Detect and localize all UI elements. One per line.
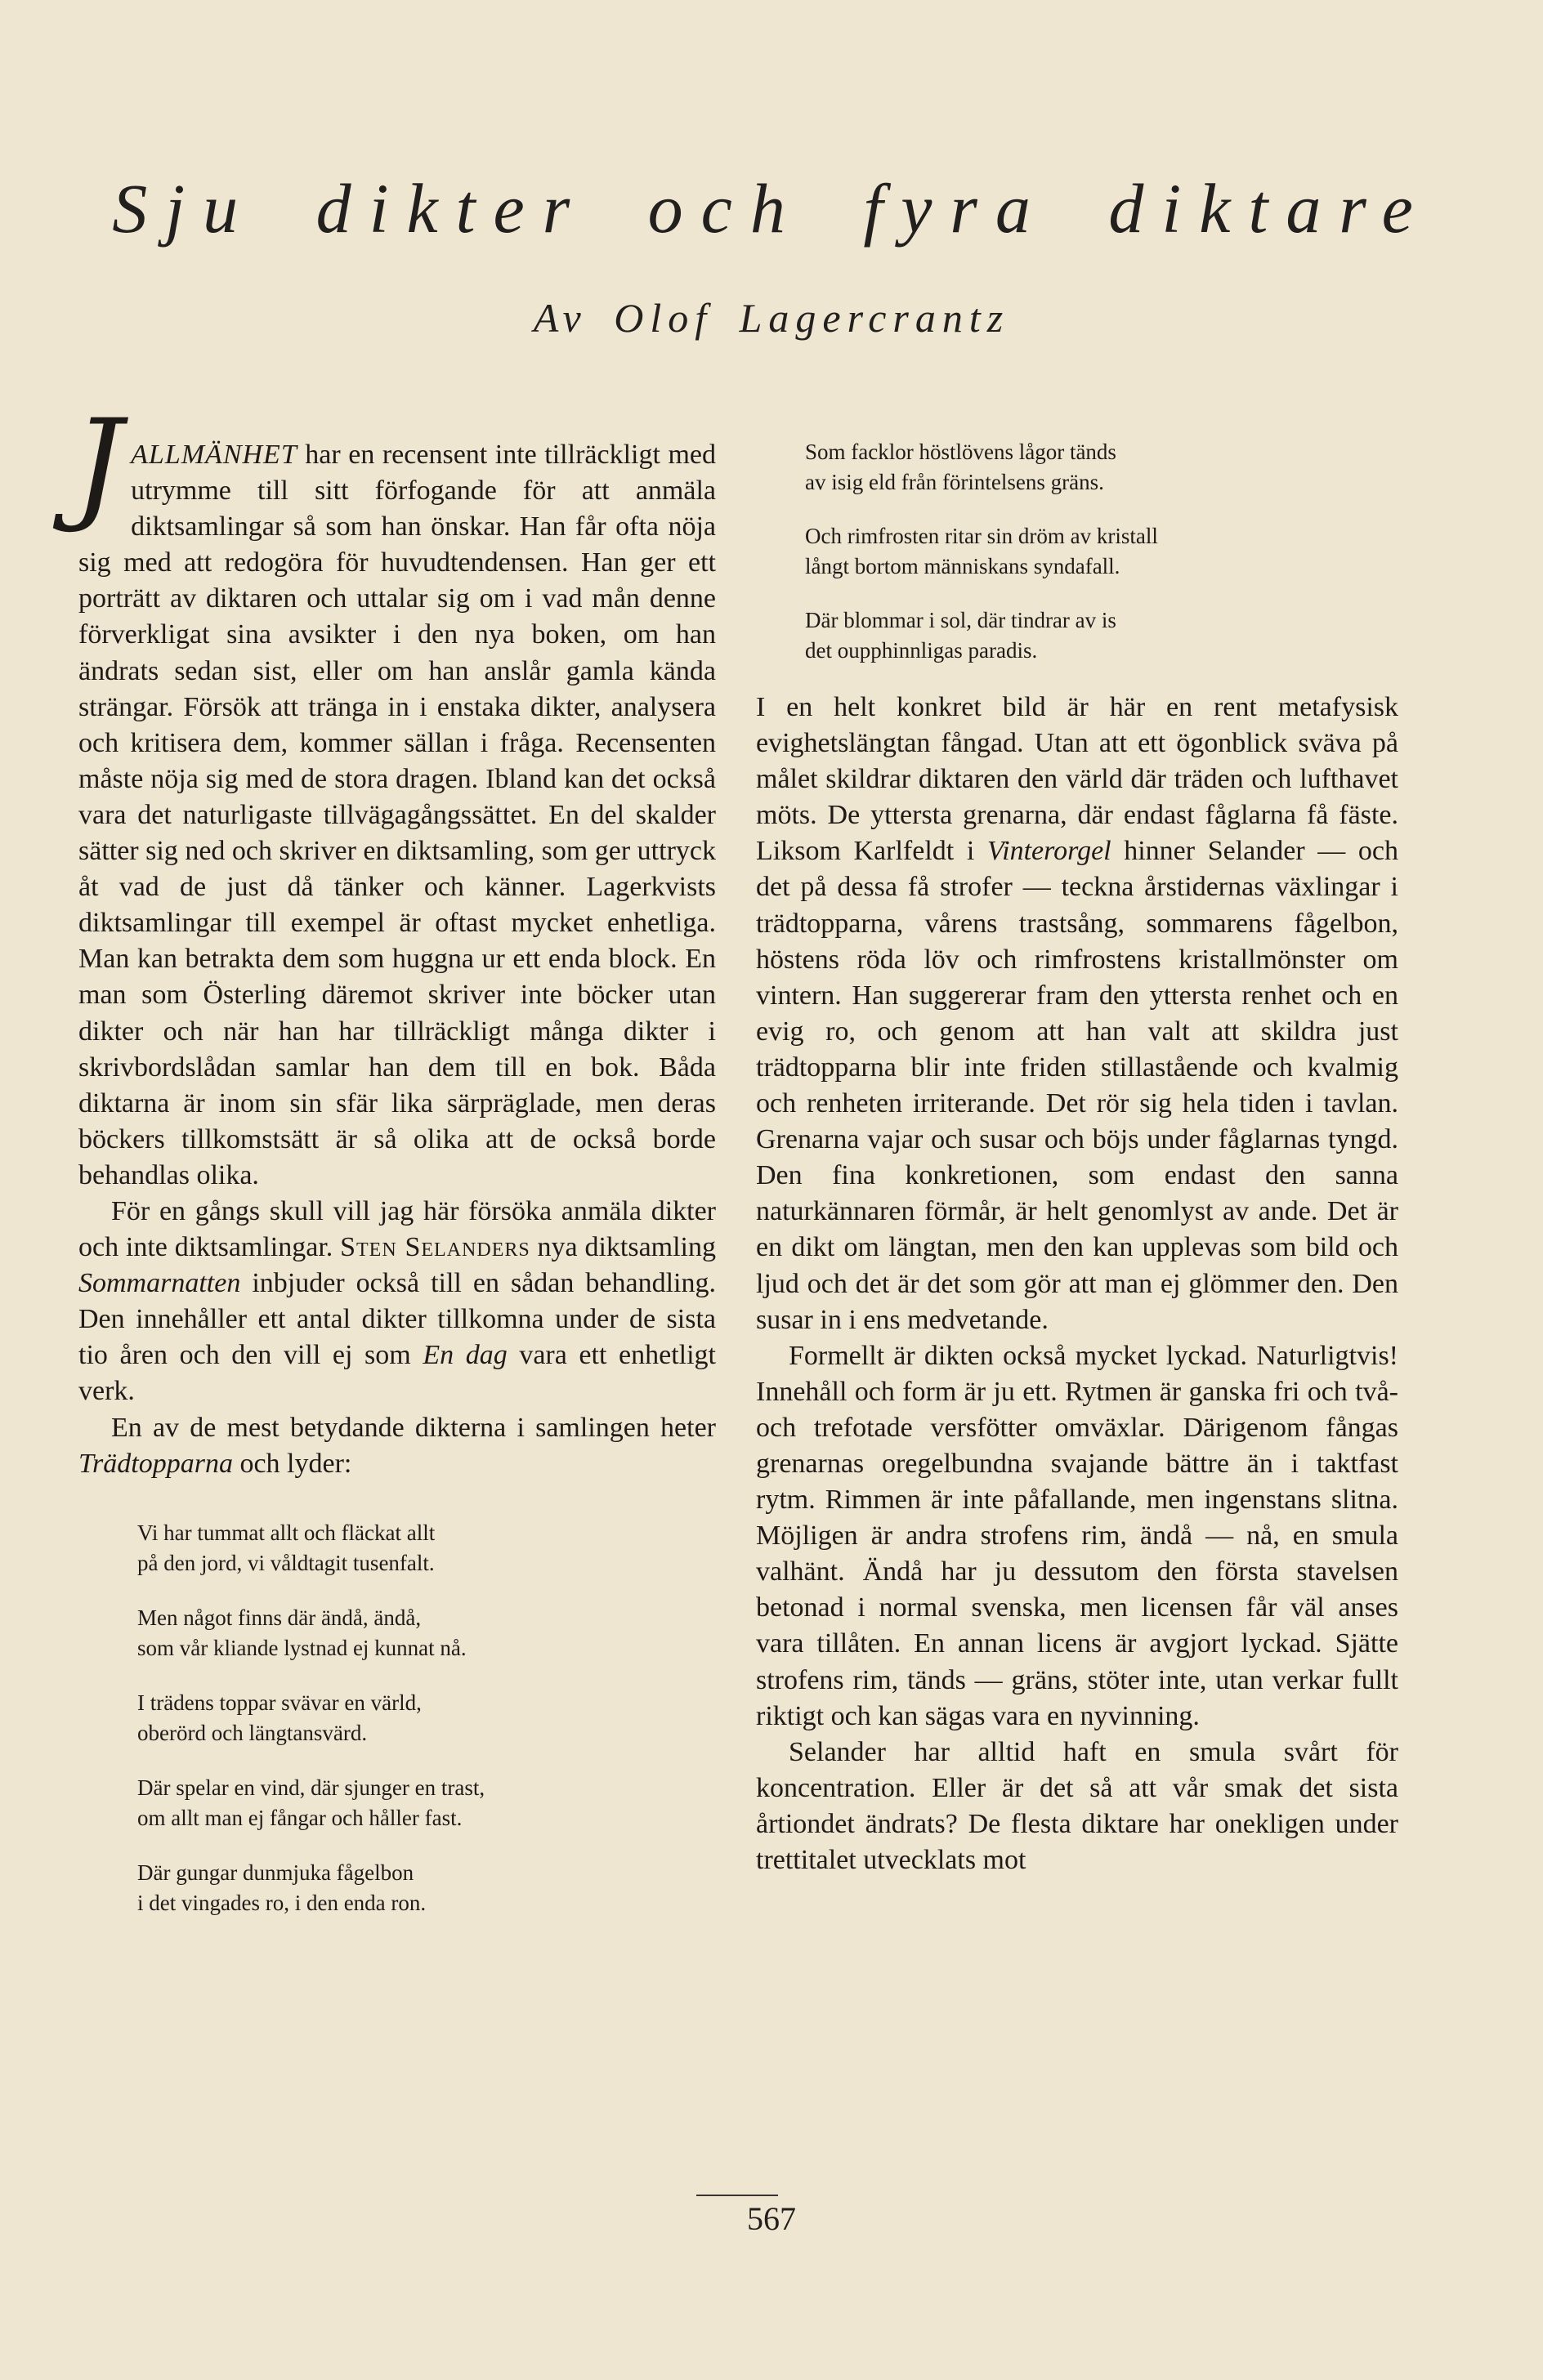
page-number: 567 xyxy=(747,2200,796,2237)
poem-line: Och rimfrosten ritar sin dröm av kristall xyxy=(805,524,1158,548)
poem-line: det oupphinnligas paradis. xyxy=(805,638,1038,663)
poem-stanza xyxy=(805,437,1398,498)
poem-line: Där gungar dunmjuka fågelbon xyxy=(137,1860,414,1885)
poem-title: Trädtopparna xyxy=(78,1448,233,1479)
drop-cap: J xyxy=(74,394,123,536)
paragraph-selander-intro xyxy=(78,1194,716,1410)
page-title: Sju dikter och fyra diktare xyxy=(112,169,1431,248)
poem-line: långt bortom människans syndafall. xyxy=(805,554,1120,578)
book-reference: Vinterorgel xyxy=(986,836,1111,867)
intro-text: har en recensent inte tillräckligt med utrymme till sitt förfogande för att anmäla diktsamlingar så som han önskar. Han får ofta nöja sig med att redogöra för huvudtendensen. Han ger ett porträtt av diktaren och uttalar sig om i vad mån denne förverkligat sina avsikter i den nya boken, om han ändrats sedan sist, eller om han anslår gamla kända strängar. Försök att tränga in i enstaka dikter, analysera och kritisera dem, kommer sällan i fråga. Recensenten måste nöja sig med de stora dragen. Ibland kan det också vara det naturligaste tillvägagångssättet. En del skalder sätter sig ned och skriver en diktsamling, som ger uttryck åt vad de just då tänker och känner. Lagerkvists diktsamlingar till exempel är oftast mycket enhetliga. Man kan betrakta dem som huggna ur ett enda block. En man som Österling däremot skriver inte böcker utan dikter och när han har tillräckligt många dikter i skrivbordslådan samlar han dem till en bok. Båda diktarna är inom sin sfär lika särpräglade, men deras böckers tillkomstsätt är så olika att de också borde behandlas olika. xyxy=(78,440,716,1190)
poem-tradtopparna-part1 xyxy=(78,1518,716,1918)
paragraph-form: Formellt är dikten också mycket lyckad. Naturligtvis! Innehåll och form är ju ett. Rytmen är ganska fri och två- och trefotade versfötter omväxlar. Därigenom fångas grenarnas oregelbundna svajande bättre än i taktfast rytm. Rimmen är inte påfallande, men ingenstans slitna. Möjligen är andra strofens rim, ändå — nå, en smula valhänt. Ändå har ju dessutom den första stavelsen betonad i normal svenska, men licensen får väl anses vara tillåten. En annan licens är avgjort lyckad. Sjätte strofens rim, tänds — gräns, stöter inte, utan verkar fullt riktigt och kan sägas vara en nyvinning. xyxy=(756,1340,1398,1731)
book-reference: En dag xyxy=(423,1340,508,1371)
poem-tradtopparna-part2 xyxy=(756,437,1398,666)
paragraph-poem-intro xyxy=(78,1410,716,1482)
paragraph-analysis xyxy=(756,690,1398,1338)
poem-line: om allt man ej fångar och håller fast. xyxy=(137,1805,463,1830)
poem-line: Där spelar en vind, där sjunger en trast, xyxy=(137,1775,485,1800)
poem-line: Men något finns där ändå, ändå, xyxy=(137,1605,422,1630)
paragraph-text: I en helt konkret bild är här en rent metafysisk evighetslängtan fångad. Utan att ett ögonblick sväva på målet skildrar diktaren den värld där träden och lufthavet möts. De yttersta grenarna, där endast fåglarna få fäste. Liksom Karlfeldt i xyxy=(756,692,1398,867)
poem-line: I trädens toppar svävar en värld, xyxy=(137,1690,422,1715)
poem-line: Som facklor höstlövens lågor tänds xyxy=(805,440,1116,464)
poem-line: Vi har tummat allt och fläckat allt xyxy=(137,1520,436,1545)
right-column xyxy=(756,437,1398,1878)
paragraph-text: nya diktsamling xyxy=(530,1232,716,1263)
poem-line: på den jord, vi våldtagit tusenfalt. xyxy=(137,1550,435,1575)
paragraph-text: vara ett enhetligt verk. xyxy=(78,1340,716,1407)
poem-stanza xyxy=(137,1773,716,1833)
lead-word: ALLMÄNHET xyxy=(131,440,297,470)
paragraph-text: inbjuder också till en sådan behandling. Den innehåller ett antal dikter tillkomna under de sista tio åren och den vill ej som xyxy=(78,1268,716,1371)
book-title: Sommarnatten xyxy=(78,1268,241,1299)
paragraph-text: hinner Selander — och det på dessa få strofer — teckna årstidernas växlingar i trädtopparna, vårens trastsång, sommarens fågelbon, höstens röda löv och rimfrostens kristallmönster om vintern. Han suggererar fram den yttersta renhet och en evig ro, och genom att han valt att skildra just trädtopparna blir inte friden stillastående och kvalmig och renheten irriterande. Det rör sig hela tiden i tavlan. Grenarna vajar och susar och böjs under fåglarnas tyngd. Den fina konkretionen, som endast den sanna naturkännaren förmår, är helt genomlyst av ande. Det är en dikt om längtan, men den kan upplevas som bild och ljud och det är det som gör att man ej glömmer den. Den susar in i ens medvetande. xyxy=(756,836,1398,1335)
intro-paragraph xyxy=(74,394,716,1194)
poem-line: av isig eld från förintelsens gräns. xyxy=(805,470,1104,494)
poem-line: som vår kliande lystnad ej kunnat nå. xyxy=(137,1635,467,1660)
poem-stanza xyxy=(137,1858,716,1918)
poem-stanza xyxy=(137,1603,716,1663)
page-number-rule xyxy=(696,2195,778,2196)
poem-line: Där blommar i sol, där tindrar av is xyxy=(805,608,1116,632)
poem-line: oberörd och längtansvärd. xyxy=(137,1720,368,1745)
left-column xyxy=(74,394,716,1943)
byline: Av Olof Lagercrantz xyxy=(533,295,1010,341)
poem-stanza xyxy=(137,1518,716,1578)
poem-stanza xyxy=(137,1688,716,1748)
paragraph-concentration: Selander har alltid haft en smula svårt för koncentration. Eller är det så att vår smak det sista årtiondet ändrats? De flesta diktare har onekligen under trettitalet utvecklats mot xyxy=(756,1736,1398,1875)
poem-stanza xyxy=(805,605,1398,666)
paragraph-text: och lyder: xyxy=(232,1448,352,1479)
paragraph-text: En av de mest betydande dikterna i samlingen heter xyxy=(111,1412,716,1443)
paragraph-text: För en gångs skull vill jag här försöka anmäla dikter och inte diktsamlingar. xyxy=(78,1195,716,1263)
poem-line: i det vingades ro, i den enda ron. xyxy=(137,1890,427,1915)
poem-stanza xyxy=(805,521,1398,582)
author-name: Sten Selanders xyxy=(340,1232,530,1263)
